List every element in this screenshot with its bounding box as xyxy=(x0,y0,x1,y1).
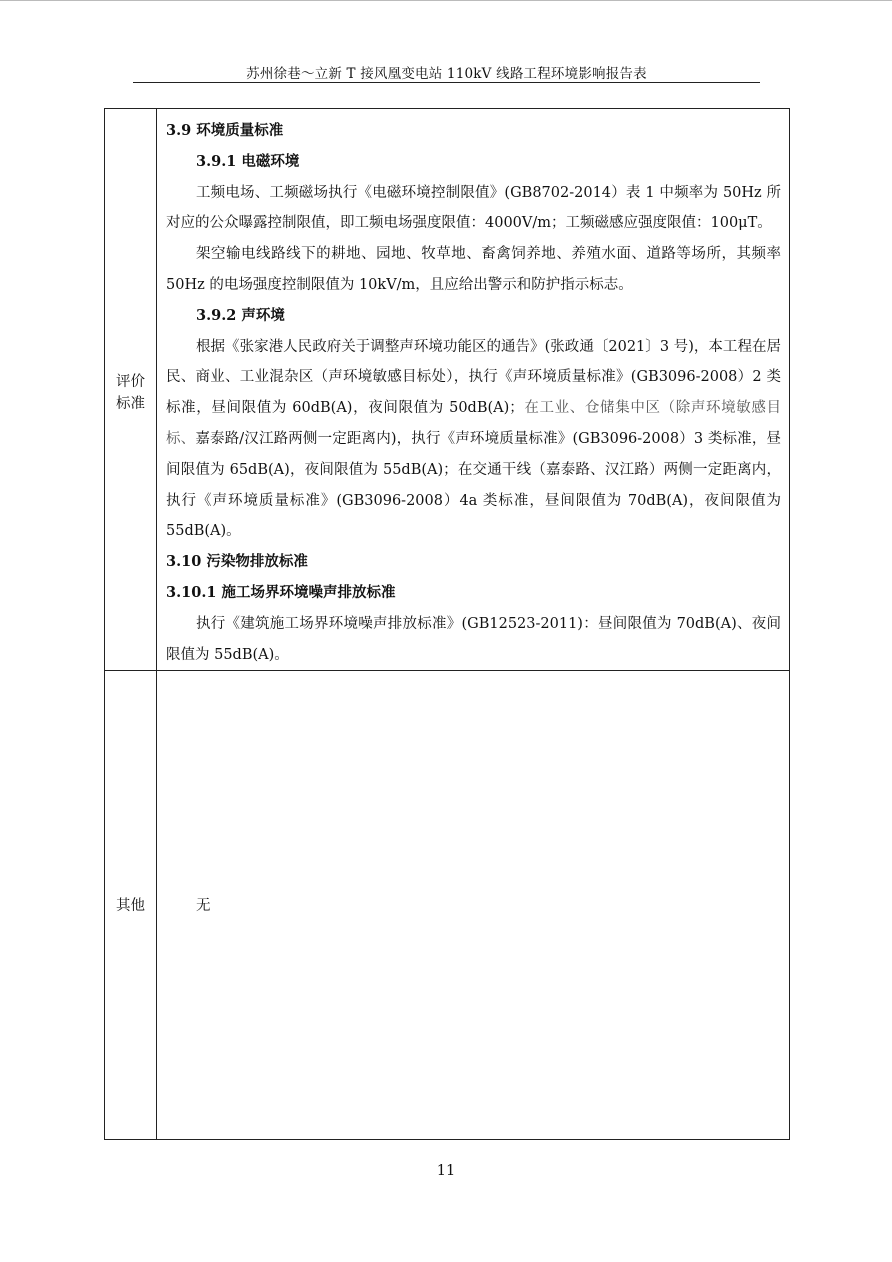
section-3-9-1-paragraph-2: 架空输电线路线下的耕地、园地、牧草地、畜禽饲养地、养殖水面、道路等场所，其频率 50Hz 的电场强度控制限值为 10kV/m，且应给出警示和防护指示标志。 xyxy=(166,246,781,293)
standards-table xyxy=(104,108,790,1140)
page-number: 11 xyxy=(436,1163,456,1179)
section-3-9-heading: 3.9 环境质量标准 xyxy=(166,122,284,139)
paragraph-part-c: 嘉泰路/汉江路两侧一定距离内)，执行《声环境质量标准》(GB3096-2008）3 类标准，昼间限值为 65dB(A)，夜间限值为 55dB(A)；在交通干线（嘉泰路、汉江路）两侧一定距离内，执行《声环境质量标准》(GB3096-2008）4a 类标准，昼间限值为 70dB(A)，夜间限值为 55dB(A)。 xyxy=(166,430,781,540)
column-divider xyxy=(156,109,157,1139)
row-label-other: 其他 xyxy=(116,898,145,914)
paragraph-part-b: 在工业、仓储集中区（除声环境敏感目标、 xyxy=(166,400,781,447)
section-3-9-2-heading: 3.9.2 声环境 xyxy=(196,306,285,324)
section-3-10-heading: 3.10 污染物排放标准 xyxy=(166,553,308,571)
section-3-9-1-paragraph-1: 工频电场、工频磁场执行《电磁环境控制限值》(GB8702-2014）表 1 中频率为 50Hz 所对应的公众曝露控制限值，即工频电场强度限值：4000V/m；工频磁感应强度限值：100μT。 xyxy=(166,184,781,232)
header-rule xyxy=(133,82,760,83)
section-3-10-1-heading: 3.10.1 施工场界环境噪声排放标准 xyxy=(166,583,396,601)
evaluation-standards-content xyxy=(166,116,781,670)
row-label-line-2: 标准 xyxy=(116,396,145,412)
other-content: 无 xyxy=(196,898,211,914)
section-3-9-2-paragraph xyxy=(166,332,781,548)
section-3-10-1-paragraph: 执行《建筑施工场界环境噪声排放标准》(GB12523-2011)：昼间限值为 70dB(A)、夜间限值为 55dB(A)。 xyxy=(166,615,781,663)
running-header: 苏州徐巷～立新 T 接风凰变电站 110kV 线路工程环境影响报告表 xyxy=(246,66,647,82)
section-3-9-1-heading: 3.9.1 电磁环境 xyxy=(196,152,300,170)
row-label-line-1: 评价 xyxy=(116,374,145,390)
row-label-evaluation-standards xyxy=(105,371,156,415)
page-top-border xyxy=(0,0,892,1)
paragraph-part-a: 根据《张家港人民政府关于调整声环境功能区的通告》(张政通〔2021〕3 号)，本工程在居民、商业、工业混杂区（声环境敏感目标处），执行《声环境质量标准》(GB3096-2008）2 类标准，昼间限值为 60dB(A)，夜间限值为 50dB(A)； xyxy=(166,338,781,417)
